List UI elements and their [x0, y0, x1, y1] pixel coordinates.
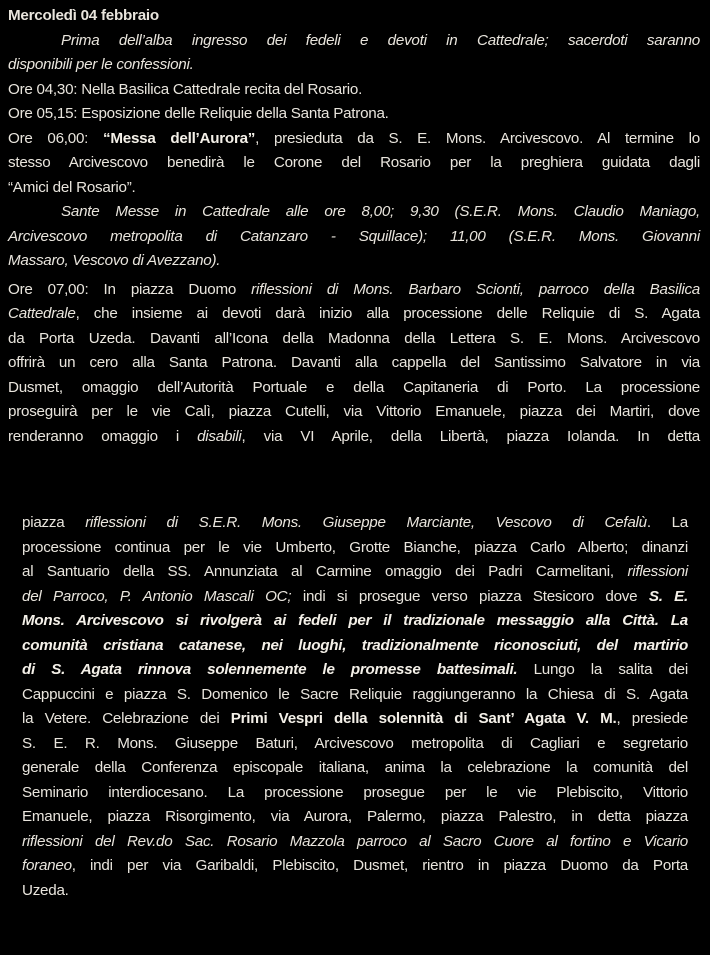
text-run: S. E. [648, 587, 688, 605]
text-line [22, 879, 688, 904]
text-run: riflessioni di S.E.R. Mons. Giuseppe Marciante, Vescovo di Cefalù [85, 514, 647, 531]
day-heading [8, 4, 700, 29]
text-line [8, 176, 700, 201]
text-run: Emanuele, piazza Risorgimento, via Aurora, Palermo, piazza Palestro, in detta piazza [22, 808, 688, 825]
text-run: renderanno omaggio i [8, 427, 198, 445]
text-line [8, 249, 700, 274]
text-run: Arcivescovo metropolita di Catanzaro - Squillace); 11,00 (S.E.R. Mons. Giovanni [8, 227, 700, 245]
text-run: Ore 07,00: In piazza Duomo [8, 280, 252, 298]
text-line [8, 425, 700, 450]
text-run: Mons. Arcivescovo si rivolgerà ai fedeli per il tradizionale messaggio alla Città. La [22, 612, 688, 629]
text-line [22, 805, 688, 830]
text-line [8, 225, 700, 250]
day-heading-text: Mercoledì 04 febbraio [8, 7, 159, 24]
text-run: Prima dell’alba ingresso dei fedeli e devoti in Cattedrale; sacerdoti saranno [61, 31, 700, 49]
text-run: Primi Vespri della solennità di Sant’ Agata V. M. [230, 710, 617, 727]
text-line [22, 560, 688, 585]
text-run: Cappuccini e piazza S. Domenico le Sacre Reliquie raggiungeranno la Chiesa di S. Agata [22, 685, 688, 703]
text-run: del Parroco, P. Antonio Mascali OC; [22, 587, 292, 605]
text-line [8, 400, 700, 425]
text-line [22, 585, 688, 610]
schedule-line-0600 [8, 127, 700, 152]
text-run: riflessioni di Mons. Barbaro Scionti, parroco della Basilica [251, 280, 700, 298]
text-run: Sante Messe in Cattedrale alle ore 8,00; 9,30 (S.E.R. Mons. Claudio Maniago, [61, 203, 700, 220]
text-run: “Amici del Rosario”. [8, 178, 136, 196]
text-run: . La [646, 514, 688, 531]
text-run: riflessioni del Rev.do Sac. Rosario Mazzola parroco al Sacro Cuore al fortino e Vicario [22, 832, 688, 850]
text-line [8, 327, 700, 352]
text-run: riflessioni [627, 563, 688, 580]
text-run: , indi per via Garibaldi, Plebiscito, Dusmet, rientro in piazza Duomo da Porta [71, 857, 688, 874]
text-line [8, 302, 700, 327]
text-run: generale della Conferenza episcopale italiana, anima la celebrazione la comunità del [22, 759, 688, 776]
text-line [8, 29, 700, 54]
program-section-top [8, 4, 700, 449]
text-run: Ore 06,00: [8, 129, 103, 147]
text-run: Dusmet, omaggio dell’Autorità Portuale e della Capitaneria di Porto. La processione [8, 378, 700, 396]
text-line [8, 53, 700, 78]
text-run: disponibili per le confessioni. [8, 56, 194, 73]
text-line [22, 536, 688, 561]
text-line [22, 683, 688, 708]
schedule-line-0700 [8, 278, 700, 303]
text-run: Uzeda. [22, 881, 69, 899]
message-line [22, 658, 688, 683]
text-run: , presieduta da S. E. Mons. Arcivescovo. Al termine lo [255, 129, 701, 147]
program-section-bottom [22, 511, 688, 903]
text-line [8, 351, 700, 376]
text-run: Ore 05,15: Esposizione delle Reliquie della Santa Patrona. [8, 105, 389, 122]
text-line [22, 732, 688, 757]
schedule-line-0430 [8, 78, 700, 103]
text-run: , via VI Aprile, della Libertà, piazza Iolanda. In detta [241, 427, 700, 445]
text-run: Massaro, Vescovo di Avezzano). [8, 252, 221, 269]
schedule-line-0515 [8, 102, 700, 127]
text-run: comunità cristiana catanese, nei luoghi, tradizionalmente riconosciuti, del martirio [22, 636, 688, 654]
text-run: , che insieme ai devoti darà inizio alla processione delle Reliquie di S. Agata [75, 305, 700, 322]
text-line [22, 854, 688, 879]
text-run: piazza [22, 514, 86, 531]
text-run: Cattedrale [8, 305, 76, 322]
vespers-line [22, 707, 688, 732]
text-run: di S. Agata rinnova solennemente le promesse battesimali. [22, 661, 518, 678]
text-line [22, 781, 688, 806]
text-line [22, 756, 688, 781]
message-line [22, 609, 688, 634]
text-run: disabili [197, 427, 242, 445]
text-run: Ore 04,30: Nella Basilica Cattedrale recita del Rosario. [8, 80, 363, 98]
text-run: al Santuario della SS. Annunziata al Carmine omaggio dei Padri Carmelitani, [22, 563, 628, 580]
text-run: foraneo [22, 857, 72, 874]
text-run: Seminario interdiocesano. La processione prosegue per le vie Plebiscito, Vittorio [22, 783, 688, 801]
text-run: Lungo la salita dei [517, 661, 688, 678]
text-line [8, 376, 700, 401]
message-line [22, 634, 688, 659]
text-run: da Porta Uzeda. Davanti all’Icona della Madonna della Lettera S. E. Mons. Arcivescovo [8, 329, 700, 347]
text-run: , presiede [616, 710, 689, 727]
text-run: la Vetere. Celebrazione dei [22, 710, 231, 727]
text-line [22, 830, 688, 855]
text-line [22, 511, 688, 536]
text-run: stesso Arcivescovo benedirà le Corone del Rosario per la preghiera guidata dagli [8, 154, 700, 171]
text-run: indi si prosegue verso piazza Stesicoro dove [291, 587, 649, 605]
text-run: offrirà un cero alla Santa Patrona. Davanti alla cappella del Santissimo Salvatore in via [8, 354, 700, 371]
text-run: processione continua per le vie Umberto, Grotte Bianche, piazza Carlo Alberto; dinanzi [22, 538, 688, 556]
text-run: “Messa dell’Aurora” [103, 129, 256, 147]
masses-line [8, 200, 700, 225]
text-run: S. E. R. Mons. Giuseppe Baturi, Arcivescovo metropolita di Cagliari e segretario [22, 734, 688, 752]
text-line [8, 151, 700, 176]
text-run: proseguirà per le vie Calì, piazza Cutelli, via Vittorio Emanuele, piazza dei Martiri, dove [8, 403, 700, 420]
